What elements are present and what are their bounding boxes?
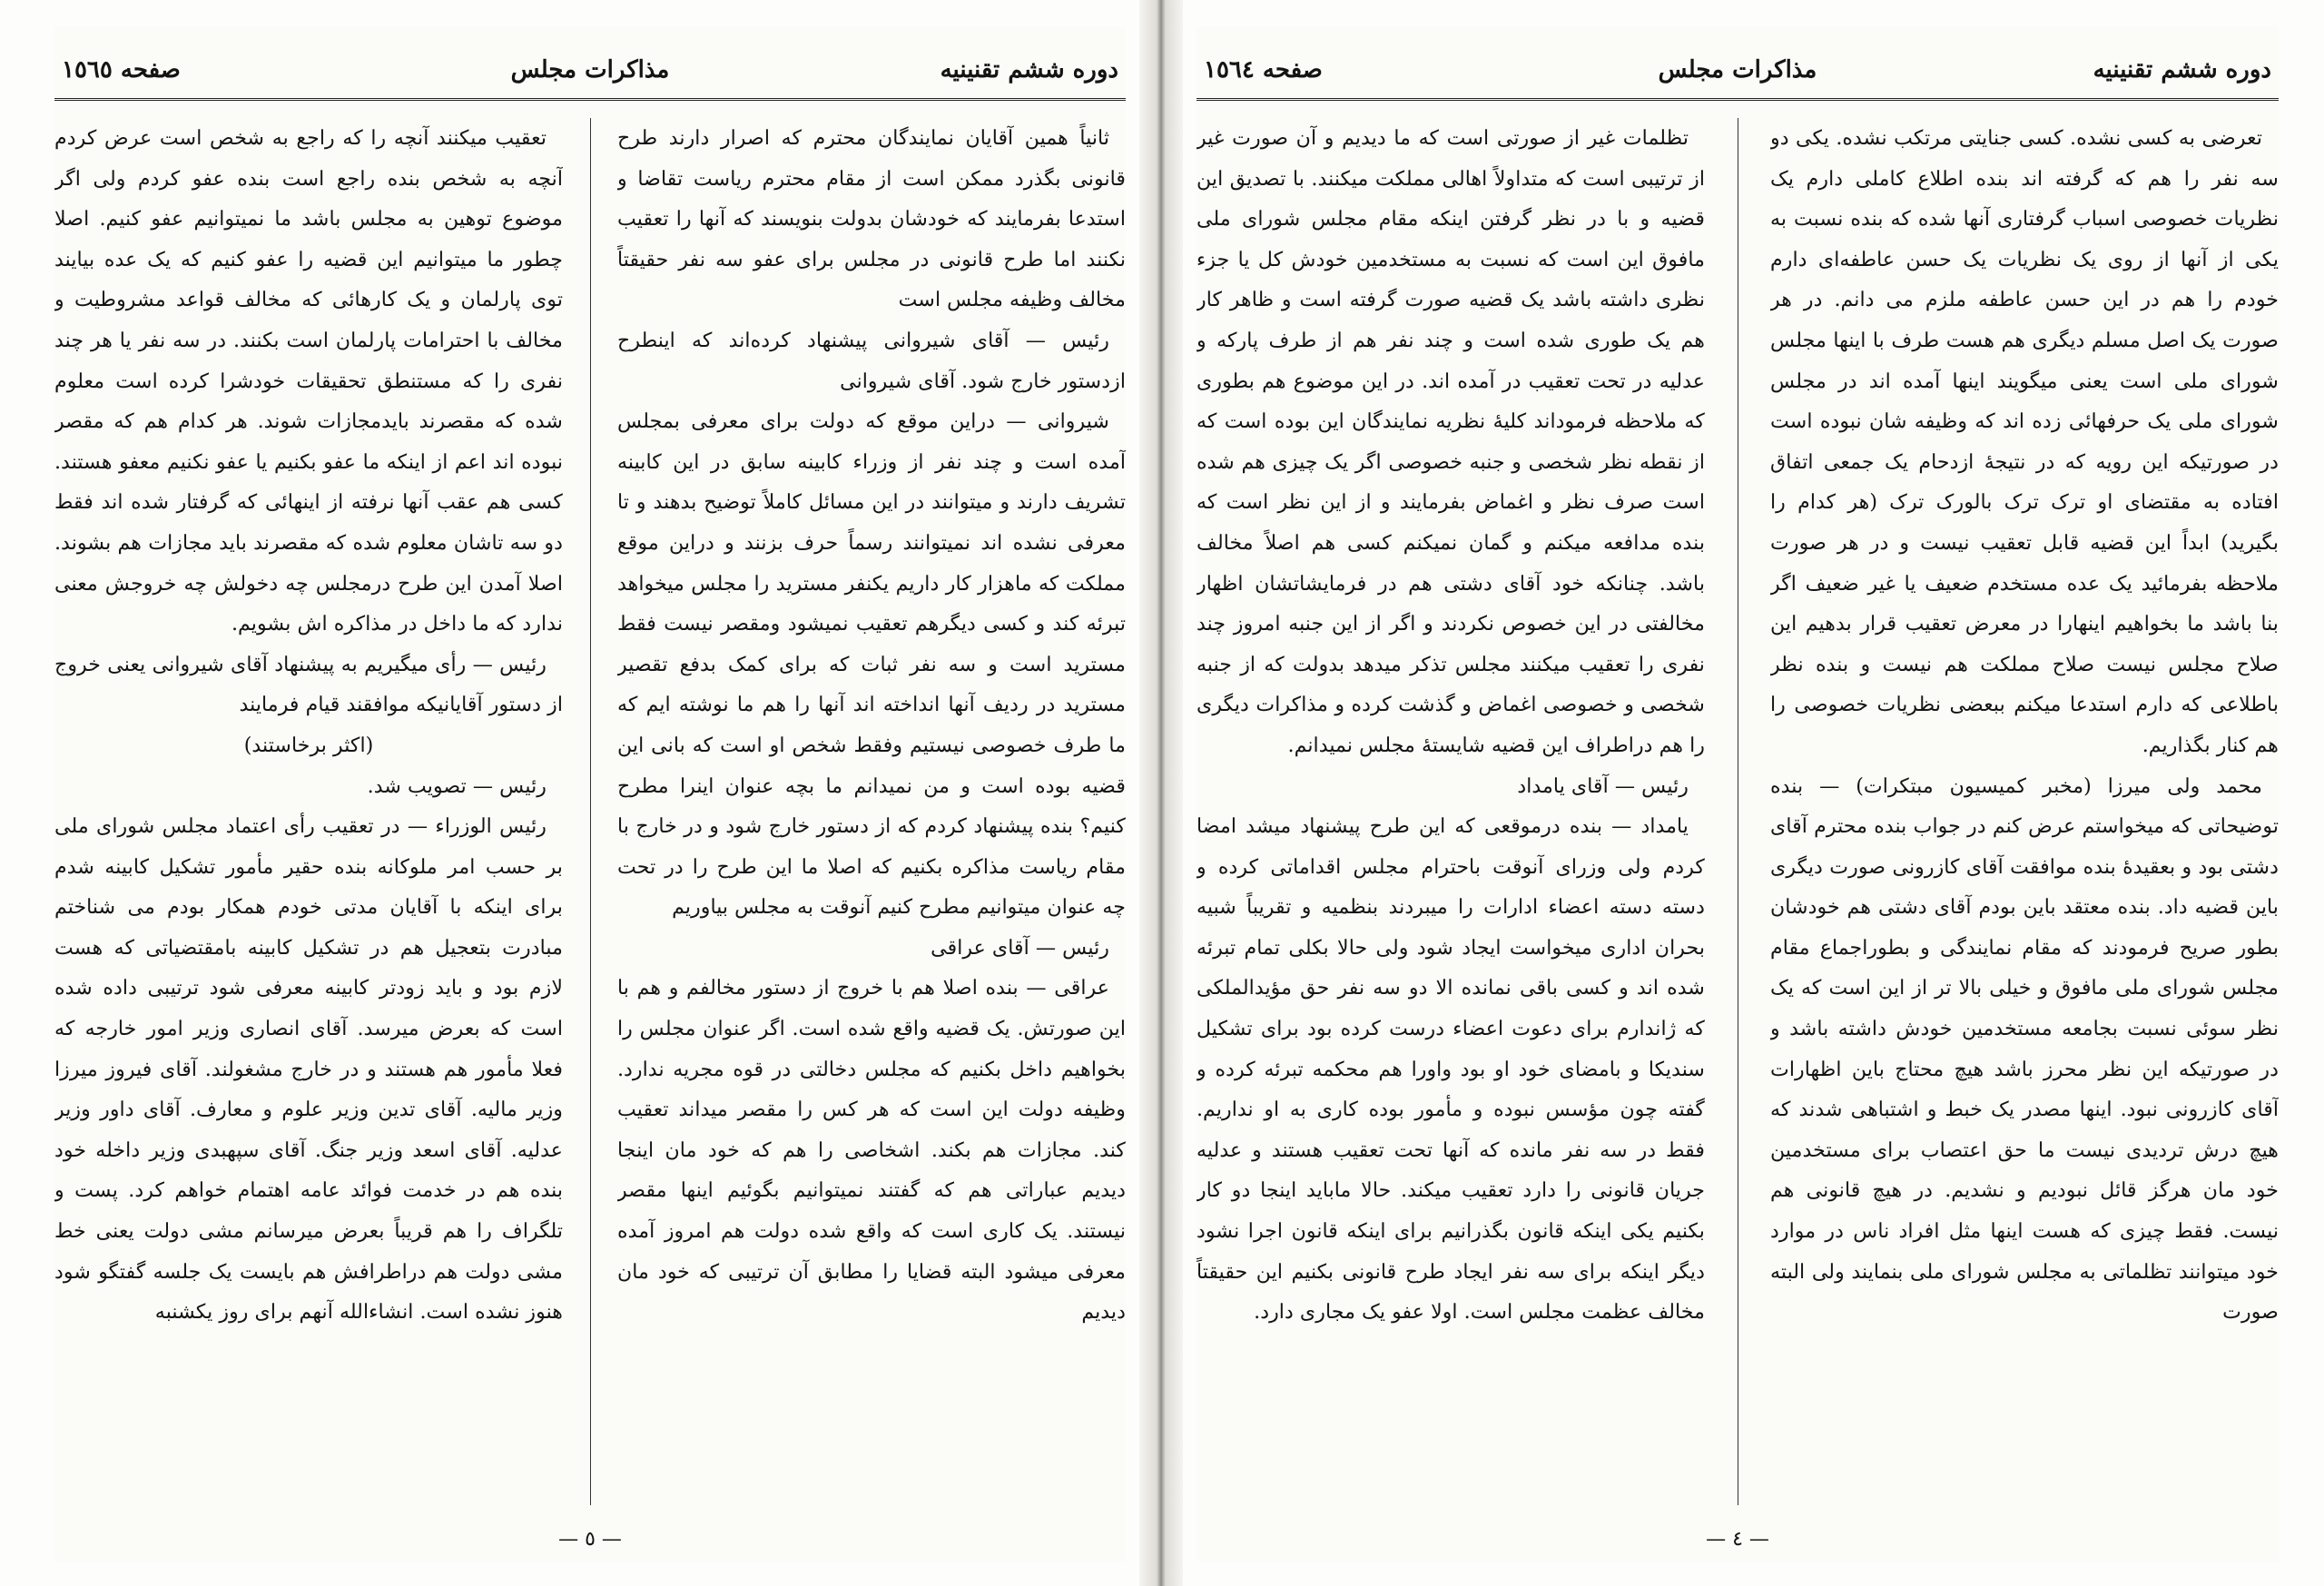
term-label: دوره ششم تقنینیه [2093,56,2271,84]
paragraph: تعقیب میکنند آنچه را که راجع به شخص است عرض کردم آنچه به شخص بنده راجع است بنده عفو کردم ولی اگر موضوع توهین به مجلس باشد ما نمیتوانیم عفو کنیم. اصلا چطور ما میتوانیم این قضیه را عفو کنیم که یک عده بیایند توی پارلمان و یک کارهائی که مخالف قواعد مشروطیت و مخالف با احترامات پارلمان است بکنند. در سه نفر یا هر چند نفری را که مستنطق تحقیقات خودشرا کرده است معلوم شده که مقصرند بایدمجازات شوند. هر کدام هم که مقصر نبوده اند اعم از اینکه ما عفو بکنیم یا عفو نکنیم معفو هستند. کسی هم عقب آنها نرفته از اینهائی که گرفتار شده اند فقط دو سه تاشان معلوم شده که مقصرند باید مجازات هم بشوند. اصلا آمدن این طرح درمجلس چه دخولش چه خروجش معنی ندارد که ما داخل در مذاکره اش بشویم. [54,126,563,636]
left-page [54,27,1126,1561]
running-head-right-page [1196,51,2279,101]
term-label: دوره ششم تقنینیه [940,56,1118,84]
text-columns [1196,118,2279,1505]
paragraph: یامداد — بنده درموقعی که این طرح پیشنهاد میشد امضا کردم ولی وزرای آنوقت باحترام مجلس اقداماتی کرده و دسته دسته اعضاء ادارات را میبردند بنظمیه و تقریباً شبیه بحران اداری میخواست ایجاد شود ولی حالا بکلی تمام تبرئه شده اند و کسی باقی نمانده الا دو سه نفر حق مؤیدالملکی که ژاندارم برای دعوت اعضاء درست کرده بود برای تشکیل سندیکا و بامضای خود او بود واورا هم محکمه تبرئه کرده و گفته چون مؤسس نبوده و مأمور بوده کاری به او نداریم. فقط در سه نفر مانده که آنها تحت تعقیب هستند و عدلیه جریان قانونی را دارد تعقیب میکند. حالا ماباید اینجا دو کار بکنیم یکی اینکه قانون بگذرانیم برای اینکه قانون اجرا نشود دیگر اینکه برای سه نفر ایجاد طرح قانونی بکنیم این حقیقتاً مخالف عظمت مجلس است. اولا عفو یک مجاری دارد. [1196,814,1705,1325]
column-divider [590,118,591,1505]
page-number-label: صفحه ١٥٦٤ [1204,56,1323,84]
paragraph: ثانیاً همین آقایان نمایندگان محترم که اصرار دارند طرح قانونی بگذرد ممکن است از مقام محترم ریاست تقاضا و استدعا بفرمایند که خودشان بدولت بنویسند که آنها را تعقیب نکنند اما طرح قانونی در مجلس برای عفو سه نفر حقیقتاً مخالف وظیفه مجلس است [617,126,1126,312]
text-columns [54,118,1126,1505]
paragraph: رئیس — آقای شیروانی پیشنهاد کرده‌اند که اینطرح ازدستور خارج شود. آقای شیروانی [617,328,1126,393]
page-folio: — ٥ — [558,1528,622,1551]
paragraph: محمد ولی میرزا (مخبر کمیسیون مبتکرات) — بنده توضیحاتی که میخواستم عرض کنم در جواب بنده محترم آقای دشتی بود و بعقیدهٔ بنده موافقت آقای کازرونی صورت دیگری باین قضیه داد. بنده معتقد باین بودم آقای دشتی هم خودشان بطور صریح فرمودند که مقام نمایندگی و بطوراجماع مقام مجلس شورای ملی مافوق و خیلی بالا تر از این است که یک نظر سوئی نسبت بجامعه مستخدمین خودش داشته باشد و در صورتیکه این نظر محرز باشد هیچ محتاج باین اظهارات آقای کازرونی نبود. اینها مصدر یک خبط و اشتباهی شدند که هیچ درش تردیدی نیست ما حق اعتصاب برای مستخدمین خود مان هرگز قائل نبودیم و نشدیم. در هیچ قانونی هم نیست. فقط چیزی که هست اینها مثل افراد ناس در موارد خود میتوانند تظلماتی به مجلس شورای ملی بنمایند ولی البته صورت [1770,773,2279,1325]
running-head-left-page [54,51,1126,101]
page-folio: — ٤ — [1706,1528,1769,1551]
column-left [54,118,563,1505]
right-page [1196,27,2279,1561]
speaker-heading: رئیس — آقای یامداد [1517,773,1689,798]
journal-title: مذاکرات مجلس [1658,56,1817,84]
column-right [617,118,1126,1505]
paragraph: رئیس الوزراء — در تعقیب رأی اعتماد مجلس شورای ملی بر حسب امر ملوکانه بنده حقیر مأمور تشکیل کابینه شدم برای اینکه با آقایان مدتی خودم همکار بودم می شناختم مبادرت بتعجیل هم در تشکیل کابینه بامقتضیاتی که هست لازم بود و باید زودتر کابینه معرفی شود ترتیبی داده شده است که بعرض میرسد. آقای انصاری وزیر امور خارجه که فعلا مأمور هم هستند و در خارج مشغولند. آقای فیروز میرزا وزیر مالیه. آقای تدین وزیر علوم و معارف. آقای داور وزیر عدلیه. آقای اسعد وزیر جنگ. آقای سپهبدی وزیر داخله خود بنده هم در خدمت فوائد عامه اهتمام خواهم کرد. پست و تلگراف را هم قریباً بعرض میرسانم مشی دولت یعنی خط مشی دولت هم دراطرافش هم بایست یک جلسه گفتگو شود هنوز نشده است. انشاءالله آنهم برای روز یکشنبه [54,814,563,1325]
column-left [1196,118,1705,1505]
speaker-heading: رئیس — آقای عراقی [931,935,1109,960]
paragraph: رئیس — تصویب شد. [367,773,547,798]
paragraph: شیروانی — دراین موقع که دولت برای معرفی بمجلس آمده است و چند نفر از وزراء کابینه سابق در این کابینه تشریف دارند و میتوانند در این مسائل کاملاً توضیح بدهند و تا معرفی نشده اند نمیتوانند رسماً حرف بزنند و دراین موقع مملکت که ماهزار کار داریم یکنفر مسترید را مجلس میخواهد تبرئه کند و کسی دیگرهم تعقیب نمیشود ومقصر نیست فقط مسترید است و سه نفر ثبات که برای کمک بدفع تقصیر مسترید در ردیف آنها انداخته اند آنها را هم ما نوشته ایم که ما طرف خصوصی نیستیم وفقط شخص او است که بانی این قضیه بوده است و من نمیدانم ما بچه عنوان اینرا مطرح کنیم؟ بنده پیشنهاد کردم که از دستور خارج شود و در خارج با مقام ریاست مذاکره بکنیم که اصلا ما این طرح را در تحت چه عنوان میتوانیم مطرح کنیم آنوقت به مجلس بیاوریم [617,409,1126,920]
paragraph: رئیس — رأی میگیریم به پیشنهاد آقای شیروانی یعنی خروج از دستور آقایانیکه موافقند قیام فرمایند [54,652,563,717]
journal-title: مذاکرات مجلس [510,56,670,84]
page-number-label: صفحه ١٥٦٥ [62,56,181,84]
paragraph: تظلمات غیر از صورتی است که ما دیدیم و آن صورت غیر از ترتیبی است که متداولاً اهالی مملکت میکنند. با تصدیق این قضیه و با در نظر گرفتن اینکه مقام مجلس شورای ملی مافوق این است که نسبت به مستخدمین خودش کل یا جزء نظری داشته باشد یک قضیه صورت گرفته است و ظاهر کار هم یک طوری شده است و چند نفر هم از طرف پارکه و عدلیه در تحت تعقیب در آمده اند. در این موضوع هم بطوری که ملاحظه فرموداند کلیهٔ نظریه نمایندگان این بوده است که از نقطه نظر شخصی و جنبه خصوصی اگر یک چیزی هم شده است صرف نظر و اغماض بفرمایند و از این نظر است که بنده مدافعه میکنم و گمان نمیکنم کسی هم اصلاً مخالف باشد. چنانکه خود آقای دشتی هم در فرمایشاتشان اظهار مخالفتی در این خصوص نکردند و اگر از این جنبه امروز چند نفری را تعقیب میکنند مجلس تذکر میدهد بدولت که از جنبه شخصی و خصوصی اغماض و گذشت کرده و مذاکرات دیگری را هم دراطراف این قضیه شایستهٔ مجلس نمیدانم. [1196,126,1705,757]
column-right [1770,118,2279,1505]
book-gutter [1139,0,1183,1586]
paragraph: تعرضی به کسی نشده. کسی جنایتی مرتکب نشده. یکی دو سه نفر را هم که گرفته اند بنده اطلاع کاملی دارم یک نظریات خصوصی اسباب گرفتاری آنها شده که بنده نسبت به یکی از آنها از روی یک نظریات یک حسن عاطفه‌ای دارم خودم را هم در این حسن عاطفه ملزم می دانم. در هر صورت یک اصل مسلم دیگری هم هست طرف با اینها مجلس شورای ملی است یعنی میگویند اینها آمده اند در مجلس شورای ملی یک حرفهائی زده اند که وظیفه شان نبوده است در صورتیکه این رویه که در نتیجهٔ ازدحام یک جمعی اتفاق افتاده به مقتضای او ترک ترک بالورک ترک (هر کدام را بگیرید) ابداً این قضیه قابل تعقیب نیست و در هر صورت ملاحظه بفرمائید یک عده مستخدم ضعیف یا غیر ضعیف اگر بنا باشد ما بخواهیم اینهارا در معرض تعقیب قرار بدهیم این صلاح مجلس نیست صلاح مملکت هم نیست و بنده نظر باطلاعی که دارم استدعا میکنم ببعضی نظریات خصوصی را هم کنار بگذاریم. [1770,126,2279,757]
paragraph: عراقی — بنده اصلا هم با خروج از دستور مخالفم و هم با این صورتش. یک قضیه واقع شده است. اگر عنوان مجلس را بخواهیم داخل بکنیم که مجلس دخالتی در قوه مجریه ندارد. وظیفه دولت این است که هر کس را مقصر میداند تعقیب کند. مجازات هم بکند. اشخاصی را هم که خود مان اینجا دیدیم عباراتی هم که گفتند نمیتوانیم بگوئیم اینها مقصر نیستند. یک کاری است که واقع شده دولت هم امروز آمده معرفی میشود البته قضایا را مطابق آن ترتیبی که خود مان دیدیم [617,976,1126,1325]
stage-note: (اکثر برخاستند) [243,733,374,757]
